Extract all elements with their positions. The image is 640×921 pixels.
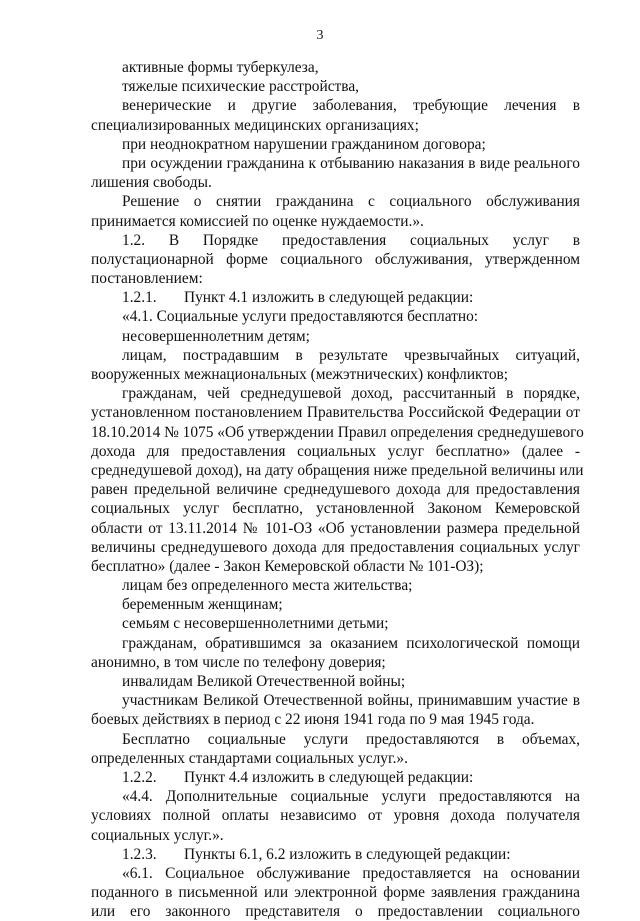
item-text: Пункт 4.4 изложить в следующей редакции: [184, 768, 474, 786]
item-text: Пункт 4.1 изложить в следующей редакции: [184, 289, 474, 307]
document-body [91, 58, 584, 921]
text-line: беременным женщинам; [122, 596, 283, 614]
text-line: социальных услуг.». [91, 826, 224, 844]
text-line: гражданам, обратившимся за оказанием психологической помощи [122, 634, 580, 652]
text-line: инвалидам Великой Отечественной войны; [122, 673, 406, 690]
text-line [91, 845, 580, 864]
text-line: лицам, пострадавшим в результате чрезвычайных ситуаций, [122, 346, 580, 364]
text-line: вооруженных межнациональных (межэтнических) конфликтов; [91, 366, 509, 383]
text-line: специализированных медицинских организациях; [91, 116, 419, 134]
text-line: 1.2. В Порядке предоставления социальных услуг в [122, 231, 580, 249]
text-line: Решение о снятии гражданина с социального обслуживания [122, 193, 580, 211]
text-line: активные формы туберкулеза, [122, 59, 319, 76]
text-line: несовершеннолетним детям; [122, 327, 310, 345]
text-line: «6.1. Социальное обслуживание предоставляется на основании [122, 864, 580, 882]
text-line: при неоднократном нарушении гражданином договора; [122, 135, 486, 153]
text-line: равен предельной величине среднедушевого дохода для предоставления [91, 481, 580, 499]
text-line: условиях полной оплаты независимо от уровня дохода получателя [91, 807, 580, 825]
text-line [91, 768, 580, 787]
text-line [91, 288, 580, 307]
text-line: социальных услуг бесплатно, установленной Законом Кемеровской [91, 500, 580, 518]
text-line: бесплатно» (далее - Закон Кемеровской области № 101-ОЗ); [91, 557, 484, 575]
item-text: Пункты 6.1, 6.2 изложить в следующей редакции: [184, 845, 511, 863]
text-line: среднедушевой доход), на дату обращения ниже предельной величины или [91, 461, 584, 479]
text-line: области от 13.11.2014 № 101-ОЗ «Об установлении размера предельной [91, 519, 580, 537]
page-number: 3 [316, 28, 324, 43]
item-number: 1.2.3. [122, 845, 157, 863]
text-line: 18.10.2014 № 1075 «Об утверждении Правил определения среднедушевого [91, 423, 584, 441]
item-number: 1.2.1. [122, 289, 157, 307]
text-line: анонимно, в том числе по телефону доверия; [91, 653, 386, 671]
text-line: дохода для предоставления социальных услуг бесплатно» (далее - [91, 442, 580, 460]
text-line: поданного в письменной или электронной форме заявления гражданина [91, 884, 580, 902]
text-line: «4.1. Социальные услуги предоставляются бесплатно: [122, 308, 479, 326]
text-line: или его законного представителя о предоставлении социального [91, 903, 580, 921]
text-line: тяжелые психические расстройства, [122, 78, 360, 96]
text-line: Бесплатно социальные услуги предоставляются в объемах, [122, 730, 580, 748]
text-line: боевых действиях в период с 22 июня 1941 года по 9 мая 1945 года. [91, 711, 535, 729]
text-line: лишения свободы. [91, 174, 212, 192]
text-line: определенных стандартами социальных услуг.». [91, 749, 408, 767]
item-number: 1.2.2. [122, 768, 157, 786]
text-line: величины среднедушевого дохода для предоставления социальных услуг [91, 538, 580, 556]
text-line: «4.4. Дополнительные социальные услуги предоставляются на [122, 788, 580, 806]
text-line: лицам без определенного места жительства; [122, 577, 413, 595]
text-line: венерические и другие заболевания, требующие лечения в [122, 97, 580, 115]
text-line: семьям с несовершеннолетними детьми; [122, 615, 389, 633]
text-line: гражданам, чей среднедушевой доход, рассчитанный в порядке, [122, 385, 580, 403]
text-line: участникам Великой Отечественной войны, принимавшим участие в [122, 692, 580, 710]
text-line: полустационарной форме социального обслуживания, утвержденном [91, 250, 580, 268]
text-line: постановлением: [91, 270, 203, 288]
text-line: установленном постановлением Правительства Российской Федерации от [91, 404, 580, 422]
text-line: при осуждении гражданина к отбыванию наказания в виде реального [122, 154, 580, 172]
text-line: принимается комиссией по оценке нуждаемости.». [91, 212, 424, 230]
